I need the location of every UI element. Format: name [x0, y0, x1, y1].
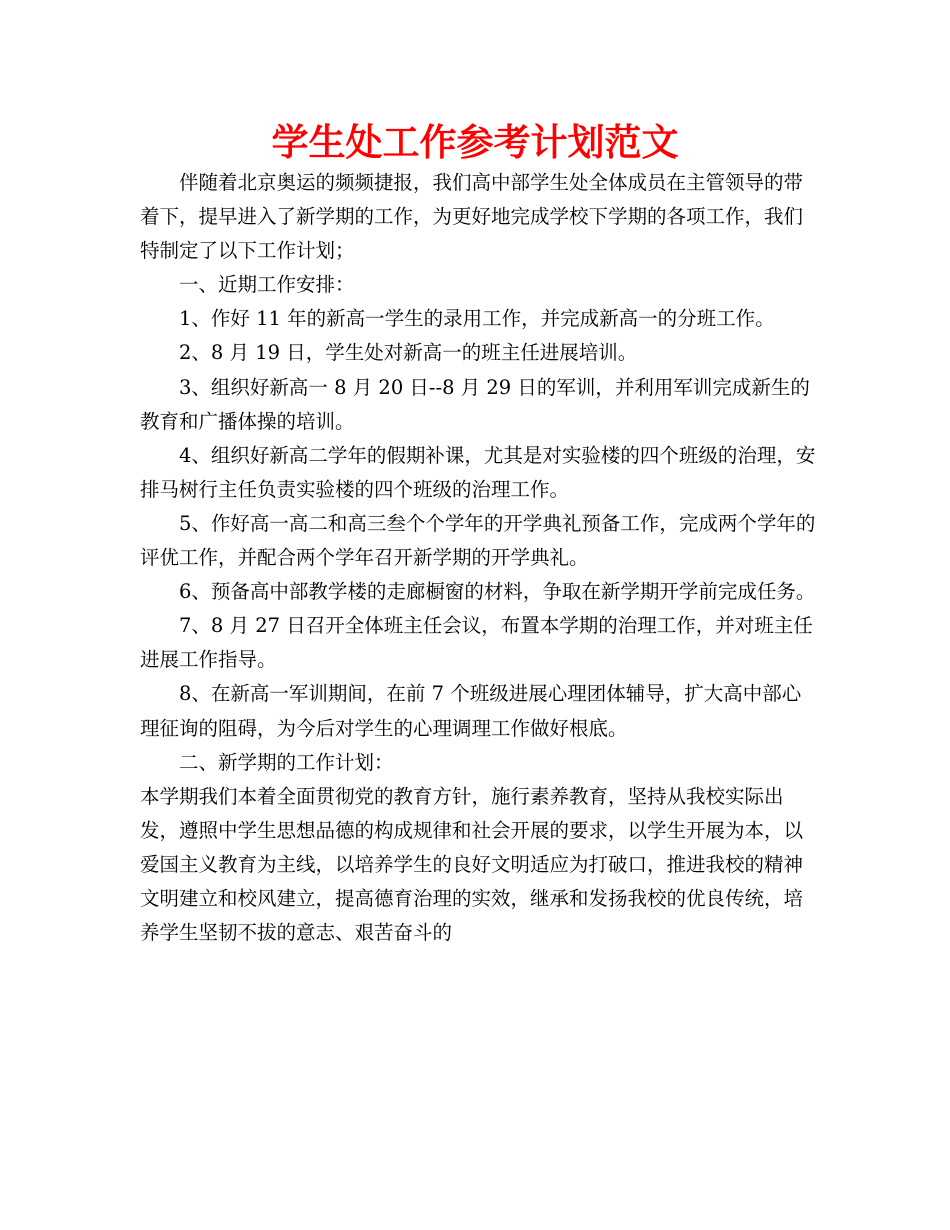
- document-title: 学生处工作参考计划范文: [271, 121, 679, 164]
- section-heading-recent-work: 一、近期工作安排：: [179, 273, 355, 297]
- list-item: 4、组织好新高二学年的假期补课，尤其是对实验楼的四个班级的治理，安排马树行主任负责实验楼的四个班级的治理工作。: [140, 443, 816, 501]
- paragraph-semester-plan: 本学期我们本着全面贯彻党的教育方针，施行素养教育，坚持从我校实际出发，遵照中学生思想品德的构成规律和社会开展的要求，以学生开展为本，以爱国主义教育为主线，以培养学生的良好文明适应为打破口，推进我校的精神文明建立和校风建立，提高德育治理的实效，继承和发扬我校的优良传统，培养学生坚韧不拔的意志、艰苦奋斗的: [140, 784, 804, 945]
- paragraph-intro: 伴随着北京奥运的频频捷报，我们高中部学生处全体成员在主管领导的带着下，提早进入了新学期的工作，为更好地完成学校下学期的各项工作，我们特制定了以下工作计划；: [140, 171, 804, 263]
- list-item: 1、作好 11 年的新高一学生的录用工作，并完成新高一的分班工作。: [179, 307, 775, 331]
- list-item: 2、8 月 19 日，学生处对新高一的班主任进展培训。: [179, 341, 638, 365]
- list-item: 8、在新高一军训期间，在前 7 个班级进展心理团体辅导，扩大高中部心理征询的阻碍，为今后对学生的心理调理工作做好根底。: [140, 682, 802, 740]
- document-body: [140, 166, 816, 950]
- list-item: 3、组织好新高一 8 月 20 日--8 月 29 日的军训，并利用军训完成新生的教育和广播体操的培训。: [140, 375, 810, 433]
- section-heading-new-semester: 二、新学期的工作计划：: [179, 750, 394, 774]
- list-item: 5、作好高一高二和高三叁个个学年的开学典礼预备工作，完成两个学年的评优工作，并配合两个学年召开新学期的开学典礼。: [140, 511, 816, 570]
- list-item: 7、8 月 27 日召开全体班主任会议，布置本学期的治理工作，并对班主任进展工作指导。: [140, 614, 813, 672]
- list-item: 6、预备高中部教学楼的走廊橱窗的材料，争取在新学期开学前完成任务。: [179, 580, 816, 604]
